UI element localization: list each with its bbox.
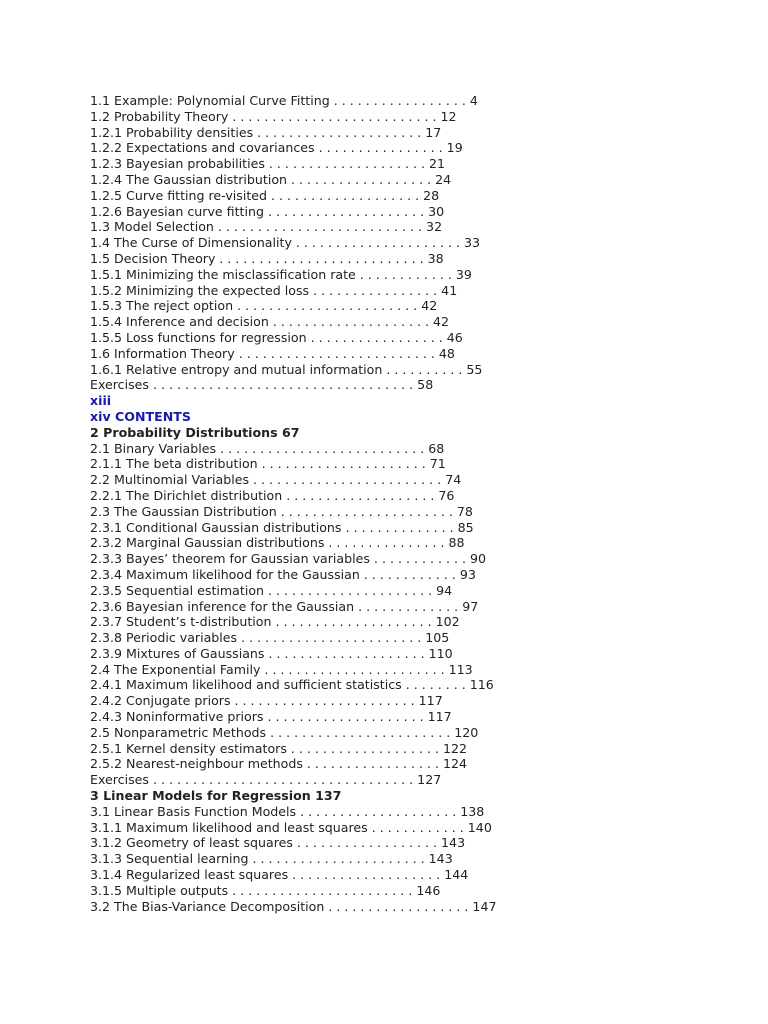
- toc-entry: 1.2 Probability Theory . . . . . . . . . . . . . . . . . . . . . . . . . . 12: [90, 108, 457, 124]
- toc-entry: 2.3.5 Sequential estimation . . . . . . . . . . . . . . . . . . . . . 94: [90, 582, 453, 598]
- toc-entry: 2.3.8 Periodic variables . . . . . . . . . . . . . . . . . . . . . . . 105: [90, 630, 450, 646]
- toc-entry: 1.2.4 The Gaussian distribution . . . . . . . . . . . . . . . . . . 24: [90, 171, 452, 187]
- toc-entry: 2.4.3 Noninformative priors . . . . . . . . . . . . . . . . . . . . 117: [90, 709, 452, 725]
- toc-entry: 1.5.2 Minimizing the expected loss . . . . . . . . . . . . . . . . 41: [90, 282, 458, 298]
- toc-entry: 3.1.1 Maximum likelihood and least squares . . . . . . . . . . . . 140: [90, 819, 492, 835]
- toc-entry: 1.5 Decision Theory . . . . . . . . . . . . . . . . . . . . . . . . . . 38: [90, 250, 444, 266]
- toc-entry: 1.2.6 Bayesian curve fitting . . . . . . . . . . . . . . . . . . . . 30: [90, 203, 445, 219]
- toc-entry: 1.5.4 Inference and decision . . . . . . . . . . . . . . . . . . . . 42: [90, 314, 449, 330]
- toc-entry: 2.5.1 Kernel density estimators . . . . . . . . . . . . . . . . . . . 122: [90, 740, 468, 756]
- toc-entry: 1.5.5 Loss functions for regression . . . . . . . . . . . . . . . . . 46: [90, 329, 463, 345]
- toc-entry: 3.1 Linear Basis Function Models . . . . . . . . . . . . . . . . . . . . 138: [90, 803, 485, 819]
- toc-entry: 1.1 Example: Polynomial Curve Fitting . . . . . . . . . . . . . . . . . 4: [90, 93, 478, 108]
- toc-entry: 2.2 Multinomial Variables . . . . . . . . . . . . . . . . . . . . . . . . 74: [90, 472, 462, 488]
- toc-entry: 3.1.3 Sequential learning . . . . . . . . . . . . . . . . . . . . . . 143: [90, 851, 453, 867]
- toc-entry: 2.3.9 Mixtures of Gaussians . . . . . . . . . . . . . . . . . . . . 110: [90, 645, 453, 661]
- toc-entry: 2.5.2 Nearest-neighbour methods . . . . . . . . . . . . . . . . . 124: [90, 756, 468, 772]
- toc-entry: 2.4 The Exponential Family . . . . . . . . . . . . . . . . . . . . . . . 113: [90, 661, 473, 677]
- toc-entry: 3.1.4 Regularized least squares . . . . . . . . . . . . . . . . . . . 144: [90, 867, 469, 883]
- toc-entry: 1.2.5 Curve fitting re-visited . . . . . . . . . . . . . . . . . . . 28: [90, 187, 440, 203]
- page-folio: xiii: [90, 393, 112, 409]
- toc-entry: Exercises . . . . . . . . . . . . . . . . . . . . . . . . . . . . . . . . . 127: [90, 772, 442, 788]
- toc-entry: 1.4 The Curse of Dimensionality . . . . . . . . . . . . . . . . . . . . . 33: [90, 235, 481, 251]
- toc-entry: 2.1 Binary Variables . . . . . . . . . . . . . . . . . . . . . . . . . . 68: [90, 440, 445, 456]
- toc-entry: 1.3 Model Selection . . . . . . . . . . . . . . . . . . . . . . . . . . 32: [90, 219, 443, 235]
- toc-entry: 3.1.2 Geometry of least squares . . . . . . . . . . . . . . . . . . 143: [90, 835, 466, 851]
- table-of-contents: [90, 93, 750, 914]
- toc-entry: 2.3.2 Marginal Gaussian distributions . . . . . . . . . . . . . . . 88: [90, 535, 465, 551]
- toc-entry: 2.1.1 The beta distribution . . . . . . . . . . . . . . . . . . . . . 71: [90, 456, 446, 472]
- toc-entry: 1.2.2 Expectations and covariances . . . . . . . . . . . . . . . . 19: [90, 140, 463, 156]
- toc-entry: 2.3.1 Conditional Gaussian distributions . . . . . . . . . . . . . . 85: [90, 519, 474, 535]
- toc-entry: 1.2.3 Bayesian probabilities . . . . . . . . . . . . . . . . . . . . 21: [90, 156, 446, 172]
- toc-entry: Exercises . . . . . . . . . . . . . . . . . . . . . . . . . . . . . . . . . 58: [90, 377, 434, 393]
- toc-entry: 1.5.3 The reject option . . . . . . . . . . . . . . . . . . . . . . . 42: [90, 298, 438, 314]
- chapter-heading: 2 Probability Distributions 67: [90, 424, 300, 440]
- toc-entry: 1.5.1 Minimizing the misclassification rate . . . . . . . . . . . . 39: [90, 266, 472, 282]
- toc-entry: 2.3.4 Maximum likelihood for the Gaussian . . . . . . . . . . . . 93: [90, 566, 476, 582]
- toc-entry: 1.6.1 Relative entropy and mutual information . . . . . . . . . . 55: [90, 361, 483, 377]
- toc-entry: 1.6 Information Theory . . . . . . . . . . . . . . . . . . . . . . . . . 48: [90, 345, 455, 361]
- toc-entry: 2.3.7 Student’s t-distribution . . . . . . . . . . . . . . . . . . . . 102: [90, 614, 460, 630]
- chapter-heading: 3 Linear Models for Regression 137: [90, 788, 342, 804]
- toc-entry: 2.5 Nonparametric Methods . . . . . . . . . . . . . . . . . . . . . . . 120: [90, 724, 479, 740]
- toc-entry: 2.3.3 Bayes’ theorem for Gaussian variables . . . . . . . . . . . . 90: [90, 551, 487, 567]
- toc-entry: 2.4.2 Conjugate priors . . . . . . . . . . . . . . . . . . . . . . . 117: [90, 693, 443, 709]
- toc-entry: 2.3 The Gaussian Distribution . . . . . . . . . . . . . . . . . . . . . . 78: [90, 503, 473, 519]
- toc-entry: 3.2 The Bias-Variance Decomposition . . . . . . . . . . . . . . . . . . 147: [90, 898, 497, 914]
- toc-entry: 3.1.5 Multiple outputs . . . . . . . . . . . . . . . . . . . . . . . 146: [90, 882, 441, 898]
- toc-entry: 2.3.6 Bayesian inference for the Gaussian . . . . . . . . . . . . . 97: [90, 598, 479, 614]
- toc-entry: 1.2.1 Probability densities . . . . . . . . . . . . . . . . . . . . . 17: [90, 124, 442, 140]
- toc-entry: 2.2.1 The Dirichlet distribution . . . . . . . . . . . . . . . . . . . 76: [90, 487, 455, 503]
- toc-entry: 2.4.1 Maximum likelihood and sufficient statistics . . . . . . . . 116: [90, 677, 494, 693]
- page-folio: xiv CONTENTS: [90, 408, 191, 424]
